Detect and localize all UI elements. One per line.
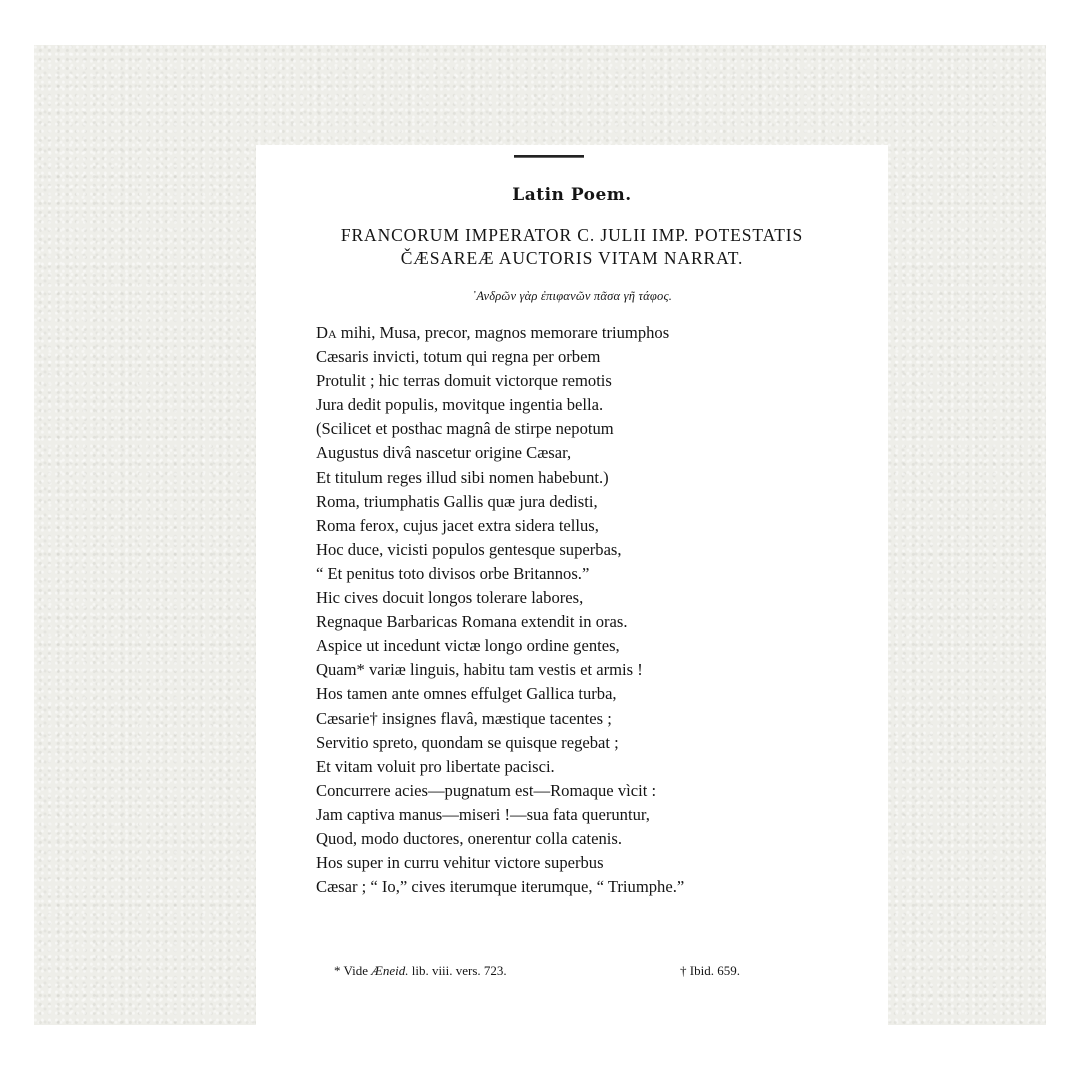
title-line-2: ČÆSAREÆ AUCTORIS VITAM NARRAT. (400, 248, 744, 268)
footnote-1-work: Æneid. (371, 963, 409, 978)
poem-line: Hos tamen ante omnes effulget Gallica turba, (316, 684, 617, 704)
poem-body (316, 321, 684, 899)
poem-line: Concurrere acies—pugnatum est—Romaque vìcit : (316, 780, 657, 800)
first-line-rest: mihi, Musa, precor, magnos memorare triumphos (336, 323, 670, 342)
title-line-1: FRANCORUM IMPERATOR C. JULII IMP. POTESTATIS (340, 225, 804, 245)
poem-title (256, 224, 888, 270)
footnote-aeneid (334, 963, 507, 979)
poem-line: Et vitam voluit pro libertate pacisci. (316, 756, 555, 776)
poem-line: Hic cives docuit longos tolerare labores, (316, 588, 584, 608)
poem-line: Hoc duce, vicisti populos gentesque superbas, (316, 539, 622, 559)
footnote-1-rest: lib. viii. vers. 723. (408, 963, 507, 978)
poem-line: Regnaque Barbaricas Romana extendit in oras. (316, 612, 628, 632)
top-rule-divider (514, 155, 584, 158)
poem-line: Quod, modo ductores, onerentur colla catenis. (316, 828, 622, 848)
poem-line: Jura dedit populis, movitque ingentia bella. (316, 395, 604, 415)
poem-line: “ Et penitus toto divisos orbe Britannos.” (316, 563, 590, 583)
poem-line: Cæsaris invicti, totum qui regna per orbem (316, 347, 601, 367)
poem-line: Cæsarie† insignes flavâ, mæstique tacentes ; (316, 708, 612, 728)
poem-line: Roma ferox, cujus jacet extra sidera tellus, (316, 515, 599, 535)
book-page (256, 145, 888, 1027)
poem-line: Jam captiva manus—miseri !—sua fata queruntur, (316, 804, 650, 824)
paper-background (34, 45, 1046, 1025)
poem-line: Aspice ut incedunt victæ longo ordine gentes, (316, 636, 620, 656)
first-word-initial: Da (316, 323, 337, 342)
poem-line: Hos super in curru vehitur victore superbus (316, 853, 604, 873)
poem-line: Quam* variæ linguis, habitu tam vestis et armis ! (316, 660, 643, 680)
poem-line: Augustus divâ nascetur origine Cæsar, (316, 443, 572, 463)
poem-line: Servitio spreto, quondam se quisque regebat ; (316, 732, 619, 752)
poem-line: Cæsar ; “ Io,” cives iterumque iterumque, “ Triumphe.” (316, 877, 685, 897)
greek-epigraph: ᾿Ανδρῶν γὰρ ἐπιφανῶν πᾶσα γῆ τάφος. (471, 289, 673, 303)
poem-line: Et titulum reges illud sibi nomen habebunt.) (316, 467, 609, 487)
poem-line: Roma, triumphatis Gallis quæ jura dedisti, (316, 491, 598, 511)
poem-line: (Scilicet et posthac magnâ de stirpe nepotum (316, 419, 614, 439)
poem-line: Protulit ; hic terras domuit victorque remotis (316, 371, 612, 391)
footnote-ibid: † Ibid. 659. (680, 963, 740, 978)
poem-line (316, 321, 684, 345)
page-heading: Latin Poem. (512, 185, 632, 205)
footnote-1-prefix: * Vide (334, 963, 372, 978)
